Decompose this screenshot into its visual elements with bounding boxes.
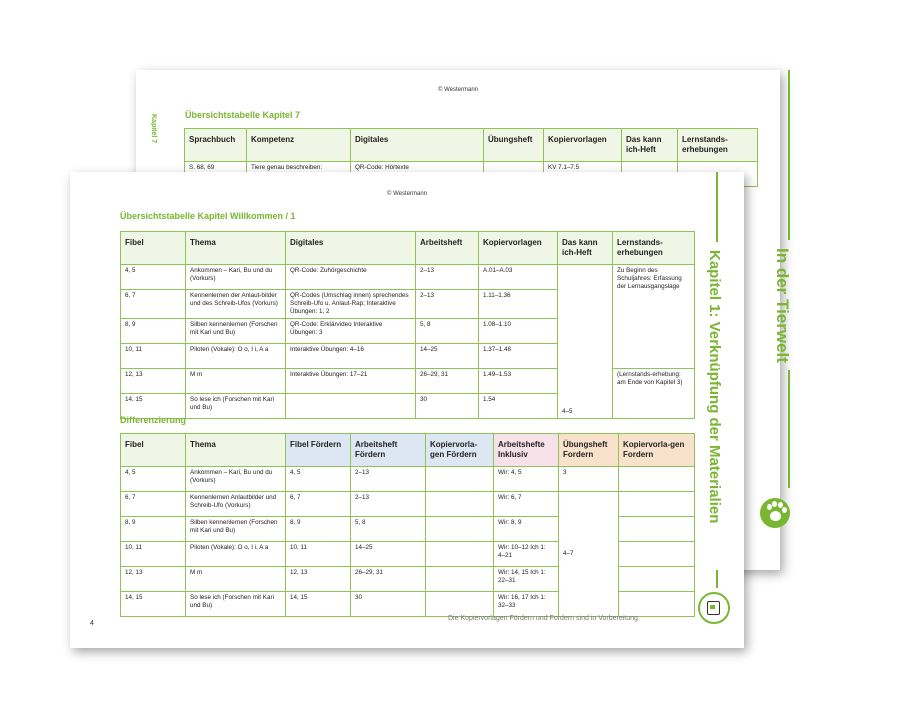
table-cell: 10, 11 — [286, 542, 351, 567]
front-side-line-bottom — [716, 570, 718, 588]
table-header-row — [185, 129, 758, 162]
page-number: 4 — [90, 620, 94, 627]
paw-icon — [760, 498, 790, 528]
table-cell: 14–25 — [416, 344, 479, 369]
col-header: Arbeitsheft Fördern — [351, 434, 426, 467]
table-cell: 12, 13 — [121, 567, 186, 592]
table-cell: 2–13 — [416, 265, 479, 290]
table-cell: 10, 11 — [121, 344, 186, 369]
table-cell: 2–13 — [351, 492, 426, 517]
table-cell — [286, 394, 416, 419]
table-cell: 5, 8 — [351, 517, 426, 542]
back-table-title: Übersichtstabelle Kapitel 7 — [185, 110, 301, 120]
col-header: Digitales — [351, 129, 484, 162]
table-cell: So lese ich (Forschen mit Kari und Bu) — [186, 592, 286, 617]
copyright-front: © Westermann — [387, 191, 427, 197]
table-cell: Wir: 4, 5 — [494, 467, 559, 492]
table-cell: QR-Code: Erklärvideo Interaktive Übungen: 3 — [286, 319, 416, 344]
table-cell — [619, 517, 695, 542]
table-cell: QR-Code: Zuhörgeschichte — [286, 265, 416, 290]
table-cell: 8, 9 — [121, 517, 186, 542]
front-table-title: Übersichtstabelle Kapitel Willkommen / 1 — [120, 211, 296, 221]
differenzierung-table — [120, 433, 695, 617]
table-cell: So lese ich (Forschen mit Kari und Bu) — [186, 394, 286, 419]
table-cell: 8, 9 — [121, 319, 186, 344]
table-cell — [619, 492, 695, 517]
col-header: Übungsheft Fordern — [559, 434, 619, 467]
table-cell: 26–29, 31 — [351, 567, 426, 592]
col-header: Thema — [186, 232, 286, 265]
col-header: Fibel — [121, 434, 186, 467]
table-row — [121, 467, 695, 492]
col-header: Übungsheft — [484, 129, 544, 162]
table-cell: 14, 15 — [121, 592, 186, 617]
table-cell: Wir: 8, 9 — [494, 517, 559, 542]
back-side-label: Kapitel 7 — [150, 114, 157, 144]
front-worksheet — [70, 172, 744, 648]
table-cell: 14–25 — [351, 542, 426, 567]
uebung-first-cell: 3 — [559, 467, 619, 492]
col-header: Sprachbuch — [185, 129, 247, 162]
col-header: Thema — [186, 434, 286, 467]
col-header: Arbeitsheft — [416, 232, 479, 265]
table-cell: Kennenlernen der Anlaut-bilder und des Schreib-Ufos (Vorkurs) — [186, 290, 286, 319]
table-cell: 14, 15 — [286, 592, 351, 617]
table-cell: Piloten (Vokale): O o, I i, A a — [186, 542, 286, 567]
col-header: Kopiervorla-gen Fordern — [619, 434, 695, 467]
table-cell: 1.54 — [479, 394, 558, 419]
back-side-line-top — [788, 70, 790, 240]
table-cell: Wir: 16, 17 Ich 1: 32–33 — [494, 592, 559, 617]
footnote: Die Kopiervorlagen Fördern und Fordern sind in Vorbereitung. — [448, 615, 640, 622]
col-header: Arbeitshefte Inklusiv — [494, 434, 559, 467]
back-vertical-title: In der Tierwelt — [773, 248, 792, 363]
table-cell: 14, 15 — [121, 394, 186, 419]
table-cell: M m — [186, 369, 286, 394]
table-cell: Ankommen – Kari, Bu und du (Vorkurs) — [186, 467, 286, 492]
table-cell: 6, 7 — [286, 492, 351, 517]
table-cell: 8, 9 — [286, 517, 351, 542]
table-cell: 6, 7 — [121, 492, 186, 517]
table-cell: 26–29, 31 — [416, 369, 479, 394]
table-cell — [619, 567, 695, 592]
col-header: Kopiervorla-gen Fördern — [426, 434, 494, 467]
col-header: Fibel — [121, 232, 186, 265]
table-cell — [619, 592, 695, 617]
table-cell: 4, 5 — [121, 467, 186, 492]
col-header: Das kann ich-Heft — [622, 129, 678, 162]
robot-icon — [698, 592, 730, 624]
table-row — [121, 265, 695, 290]
lernstand-top-cell: Zu Beginn des Schuljahres: Erfassung der Lernausgangslage — [613, 265, 695, 369]
table-cell: QR-Code: Hörtexte — [351, 162, 484, 187]
table-cell — [426, 517, 494, 542]
table-cell: 1.37–1.48 — [479, 344, 558, 369]
uebung-merged-cell: 4–7 — [559, 492, 619, 617]
front-vertical-title: Kapitel 1: Verknüpfung der Materialien — [706, 250, 723, 524]
table-cell — [426, 492, 494, 517]
col-header: Kompetenz — [247, 129, 351, 162]
col-header: Das kann ich-Heft — [558, 232, 613, 265]
table-cell: 2–13 — [416, 290, 479, 319]
table-header-row — [121, 232, 695, 265]
table-cell: 10, 11 — [121, 542, 186, 567]
table-cell: 30 — [351, 592, 426, 617]
table-cell: 1.08–1.10 — [479, 319, 558, 344]
table-row — [121, 492, 695, 517]
differenzierung-title: Differenzierung — [120, 415, 187, 425]
lernstand-bottom-cell: (Lernstands-erhebung: am Ende von Kapitel 3) — [613, 369, 695, 419]
table-cell: 5, 8 — [416, 319, 479, 344]
col-header: Fibel Fördern — [286, 434, 351, 467]
table-cell: A.01–A.03 — [479, 265, 558, 290]
table-cell: Piloten (Vokale): O o, I i, A a — [186, 344, 286, 369]
table-cell: 1.11–1.36 — [479, 290, 558, 319]
front-side-line-top — [716, 172, 718, 242]
table-cell: S. 68, 69 — [185, 162, 247, 187]
table-cell: Wir: 14, 15 Ich 1: 22–31 — [494, 567, 559, 592]
col-header: Lernstands-erhebungen — [613, 232, 695, 265]
table-cell: 4, 5 — [286, 467, 351, 492]
table-cell: 4, 5 — [121, 265, 186, 290]
das-kann-value: 4–5 — [562, 408, 573, 415]
table-cell: KV 7.1–7.5 — [544, 162, 622, 187]
col-header: Kopiervorlagen — [479, 232, 558, 265]
table-cell: 6, 7 — [121, 290, 186, 319]
col-header: Lernstands-erhebungen — [678, 129, 758, 162]
table-cell: Ankommen – Kari, Bu und du (Vorkurs) — [186, 265, 286, 290]
table-cell: Interaktive Übungen: 17–21 — [286, 369, 416, 394]
table-cell: 12, 13 — [121, 369, 186, 394]
table-cell — [426, 467, 494, 492]
table-cell: QR-Codes (Umschlag innen) sprechendes Schreib-Ufo u. Anlaut-Rap; Interaktive Übungen: 1, 2 — [286, 290, 416, 319]
table-cell — [426, 592, 494, 617]
back-side-line-bottom — [788, 370, 790, 488]
table-cell: 30 — [416, 394, 479, 419]
table-cell — [426, 542, 494, 567]
table-cell: Silben kennenlernen (Forschen mit Kari und Bu) — [186, 517, 286, 542]
table-cell: Interaktive Übungen: 4–16 — [286, 344, 416, 369]
col-header: Kopiervorlagen — [544, 129, 622, 162]
das-kann-merged-cell — [558, 265, 613, 419]
table-cell: Kennenlernen Anlautbilder und Schreib-Ufo (Vorkurs) — [186, 492, 286, 517]
table-cell: M m — [186, 567, 286, 592]
overview-table — [120, 231, 695, 419]
table-cell: Silben kennenlernen (Forschen mit Kari und Bu) — [186, 319, 286, 344]
table-cell: 12, 13 — [286, 567, 351, 592]
col-header: Digitales — [286, 232, 416, 265]
copyright-back: © Westermann — [438, 87, 478, 93]
table-cell: Wir: 10–12 Ich 1: 4–21 — [494, 542, 559, 567]
table-cell — [619, 467, 695, 492]
table-header-row — [121, 434, 695, 467]
table-cell — [619, 542, 695, 567]
table-cell — [426, 567, 494, 592]
table-cell: Tiere genau beschreiben: — [247, 162, 351, 187]
table-cell: 2–13 — [351, 467, 426, 492]
table-cell: 1.49–1.53 — [479, 369, 558, 394]
table-cell: Wir: 6, 7 — [494, 492, 559, 517]
